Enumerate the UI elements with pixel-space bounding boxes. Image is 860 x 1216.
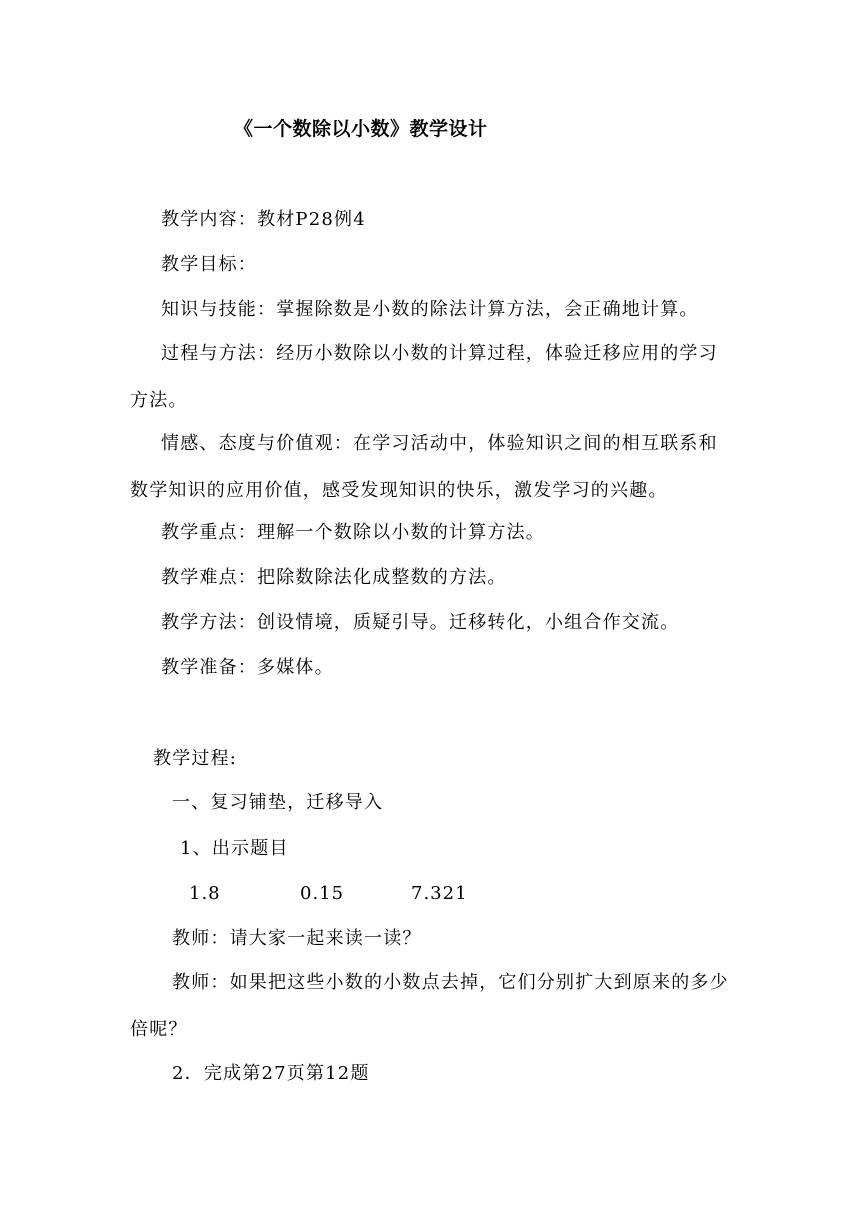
teaching-content: 教学内容：教材P28例4: [161, 209, 366, 230]
teaching-method: 教学方法：创设情境，质疑引导。迁移转化，小组合作交流。: [161, 612, 680, 633]
objective-process: 过程与方法：经历小数除以小数的计算过程，体验迁移应用的学习方法。: [130, 343, 718, 411]
teaching-difficulty: 教学难点：把除数除法化成整数的方法。: [161, 567, 507, 588]
decimal-number: 7.321: [411, 883, 468, 904]
teaching-key-point: 教学重点：理解一个数除以小数的计算方法。: [161, 522, 545, 543]
item-show-questions: 1、出示题目: [180, 838, 289, 859]
document-title: 《一个数除以小数》教学设计: [234, 118, 488, 140]
objective-knowledge: 知识与技能：掌握除数是小数的除法计算方法，会正确地计算。: [161, 299, 699, 320]
teaching-preparation: 教学准备：多媒体。: [161, 657, 334, 678]
objectives-heading: 教学目标：: [161, 254, 257, 275]
section-review: 一、复习铺垫，迁移导入: [172, 792, 384, 813]
decimal-number: 0.15: [300, 883, 345, 904]
process-heading: 教学过程:: [153, 748, 238, 769]
teacher-line-question: 教师：如果把这些小数的小数点去掉，它们分别扩大到原来的多少倍呢？: [130, 972, 729, 1040]
objective-emotion: 情感、态度与价值观：在学习活动中，体验知识之间的相互联系和数学知识的应用价值，感受发现知识的快乐，激发学习的兴趣。: [130, 433, 718, 501]
decimal-number: 1.8: [189, 883, 221, 904]
teacher-line-read: 教师：请大家一起来读一读？: [172, 928, 422, 949]
item-exercise: 2．完成第27页第12题: [172, 1063, 370, 1084]
